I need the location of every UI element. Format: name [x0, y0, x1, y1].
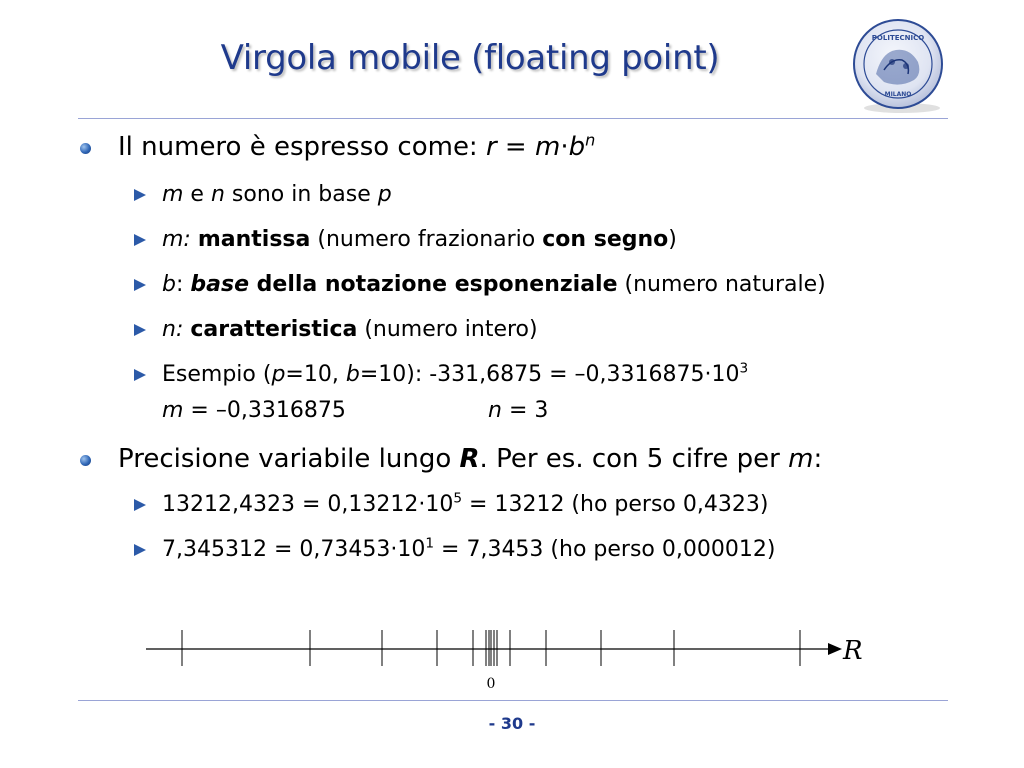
dot-operator: ·: [560, 132, 569, 162]
text: (numero naturale): [617, 272, 826, 297]
term-base: base: [190, 272, 249, 297]
slide-title: Virgola mobile (floating point): [220, 38, 720, 78]
var-m: m: [162, 398, 184, 423]
var-m: m: [162, 182, 184, 207]
exponent: 5: [453, 490, 463, 507]
var-m: m: [788, 444, 814, 474]
text: e: [183, 182, 211, 207]
text: :: [175, 272, 191, 297]
text: ): [668, 227, 677, 252]
var-b: b: [345, 362, 360, 387]
var-b: b: [568, 132, 586, 162]
page-number: - 30 -: [488, 714, 536, 733]
var-n-exponent: n: [585, 130, 596, 150]
var-m: m: [535, 132, 561, 162]
term-notazione: della notazione esponenziale: [248, 272, 618, 297]
text: Precisione variabile lungo: [118, 444, 460, 474]
equals: =: [496, 132, 535, 162]
text: (numero intero): [357, 317, 538, 342]
axis-zero-label: 0: [486, 676, 496, 692]
var-p: p: [377, 182, 392, 207]
term-con-segno: con segno: [542, 227, 669, 252]
var-R: R: [459, 444, 480, 474]
var-n: n:: [162, 317, 184, 342]
text: 13212,4323 = 0,13212·10: [162, 492, 454, 517]
logo-text-bottom: MILANO: [884, 91, 912, 98]
text: =10): -331,6875 = –0,3316875·10: [359, 362, 740, 387]
exponent: 1: [425, 535, 435, 552]
text: = 7,3453 (ho perso 0,000012): [434, 537, 776, 562]
text: sono in base: [224, 182, 378, 207]
axis-arrowhead-icon: [828, 643, 842, 655]
term-caratteristica: caratteristica: [190, 317, 358, 342]
text: Esempio (: [162, 362, 272, 387]
bullet-text: Il numero è espresso come:: [118, 132, 486, 162]
logo-text-top: POLITECNICO: [871, 34, 925, 42]
exponent: 3: [739, 360, 749, 377]
var-m: m:: [162, 227, 191, 252]
text: 7,345312 = 0,73453·10: [162, 537, 426, 562]
term-mantissa: mantissa: [197, 227, 311, 252]
var-p: p: [271, 362, 286, 387]
footer-divider: [78, 700, 948, 701]
text: :: [813, 444, 823, 474]
axis-label-R: R: [843, 636, 863, 666]
var-n: n: [488, 398, 502, 423]
text: =10,: [285, 362, 346, 387]
text: = –0,3316875: [183, 398, 346, 423]
text: . Per es. con 5 cifre per: [479, 444, 789, 474]
var-b: b: [162, 272, 176, 297]
axis-ticks: [182, 630, 800, 666]
text: = 3: [501, 398, 549, 423]
var-r: r: [485, 132, 497, 162]
text: = 13212 (ho perso 0,4323): [462, 492, 769, 517]
text: (numero frazionario: [310, 227, 543, 252]
var-n: n: [210, 182, 225, 207]
